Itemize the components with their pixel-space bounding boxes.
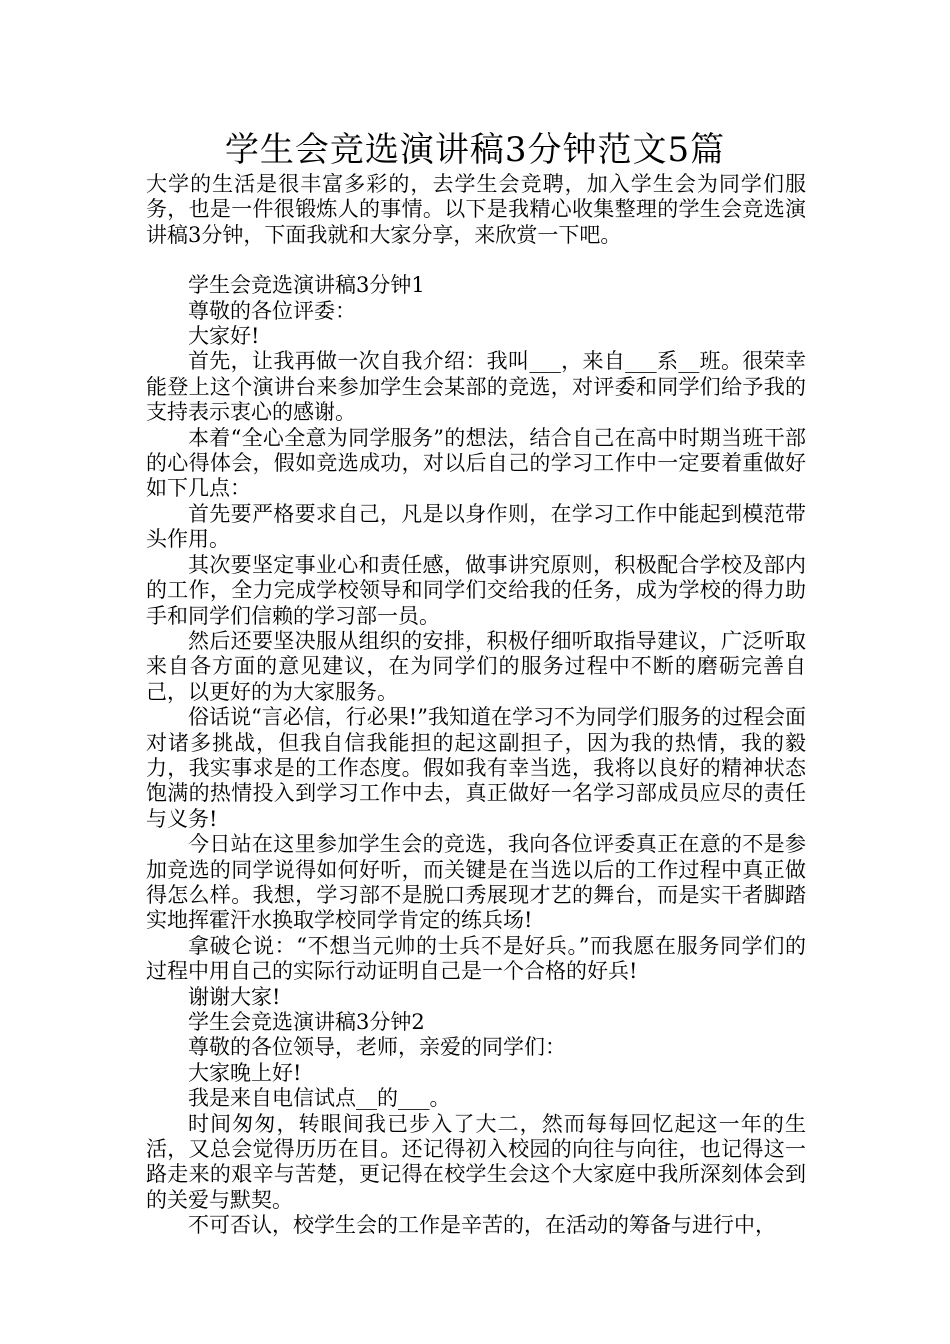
closing: 谢谢大家! [188,984,281,1009]
body-paragraph: 不可否认，校学生会的工作是辛苦的，在活动的筹备与进行中， [188,1213,776,1238]
body-paragraph: 首先，让我再做一次自我介绍：我叫___，来自___系__班。很荣幸能登上这个演讲台来参加学生会某部的竞选，对评委和同学们给予我的支持表示衷心的感谢。 [146,349,806,425]
greeting: 大家好! [188,324,260,349]
salutation: 尊敬的各位领导，老师，亲爱的同学们： [188,1035,566,1060]
body-paragraph: 其次要坚定事业心和责任感，做事讲究原则，积极配合学校及部内的工作，全力完成学校领导和同学们交给我的任务，成为学校的得力助手和同学们信赖的学习部一员。 [146,552,806,628]
body-paragraph: 本着“全心全意为同学服务”的想法，结合自己在高中时期当班干部的心得体会，假如竞选成功，对以后自己的学习工作中一定要着重做好如下几点： [146,425,806,501]
body-paragraph: 我是来自电信试点__的___。 [188,1086,451,1111]
body-paragraph: 拿破仑说：“不想当元帅的士兵不是好兵。”而我愿在服务同学们的过程中用自己的实际行动证明自己是一个合格的好兵! [146,933,806,984]
salutation: 尊敬的各位评委： [188,298,356,323]
body-paragraph: 首先要严格要求自己，凡是以身作则，在学习工作中能起到模范带头作用。 [146,501,806,552]
section-heading-1: 学生会竞选演讲稿3分钟1 [188,273,425,298]
body-paragraph: 然后还要坚决服从组织的安排，积极仔细听取指导建议，广泛听取来自各方面的意见建议，在为同学们的服务过程中不断的磨砺完善自己，以更好的为大家服务。 [146,628,806,704]
greeting: 大家晚上好! [188,1060,302,1085]
document-title: 学生会竞选演讲稿3分钟范文5篇 [224,130,726,170]
document-body [146,172,806,1239]
section-heading-2: 学生会竞选演讲稿3分钟2 [188,1010,425,1034]
body-paragraph: 俗话说“言必信，行必果!”我知道在学习不为同学们服务的过程会面对诸多挑战，但我自信我能担的起这副担子，因为我的热情，我的毅力，我实事求是的工作态度。假如我有幸当选，我将以良好的精神状态饱满的热情投入到学习工作中去，真正做好一名学习部成员应尽的责任与义务! [146,705,806,831]
intro-paragraph: 大学的生活是很丰富多彩的，去学生会竞聘，加入学生会为同学们服务，也是一件很锻炼人的事情。以下是我精心收集整理的学生会竞选演讲稿3分钟，下面我就和大家分享，来欣赏一下吧。 [146,172,806,247]
body-paragraph: 时间匆匆，转眼间我已步入了大二，然而每每回忆起这一年的生活，又总会觉得历历在目。还记得初入校园的向往与向往，也记得这一路走来的艰辛与苦楚，更记得在校学生会这个大家庭中我所深刻体会到的关爱与默契。 [146,1111,806,1212]
body-paragraph: 今日站在这里参加学生会的竞选，我向各位评委真正在意的不是参加竞选的同学说得如何好听，而关键是在当选以后的工作过程中真正做得怎么样。我想，学习部不是脱口秀展现才艺的舞台，而是实干者脚踏实地挥霍汗水换取学校同学肯定的练兵场! [146,832,806,933]
